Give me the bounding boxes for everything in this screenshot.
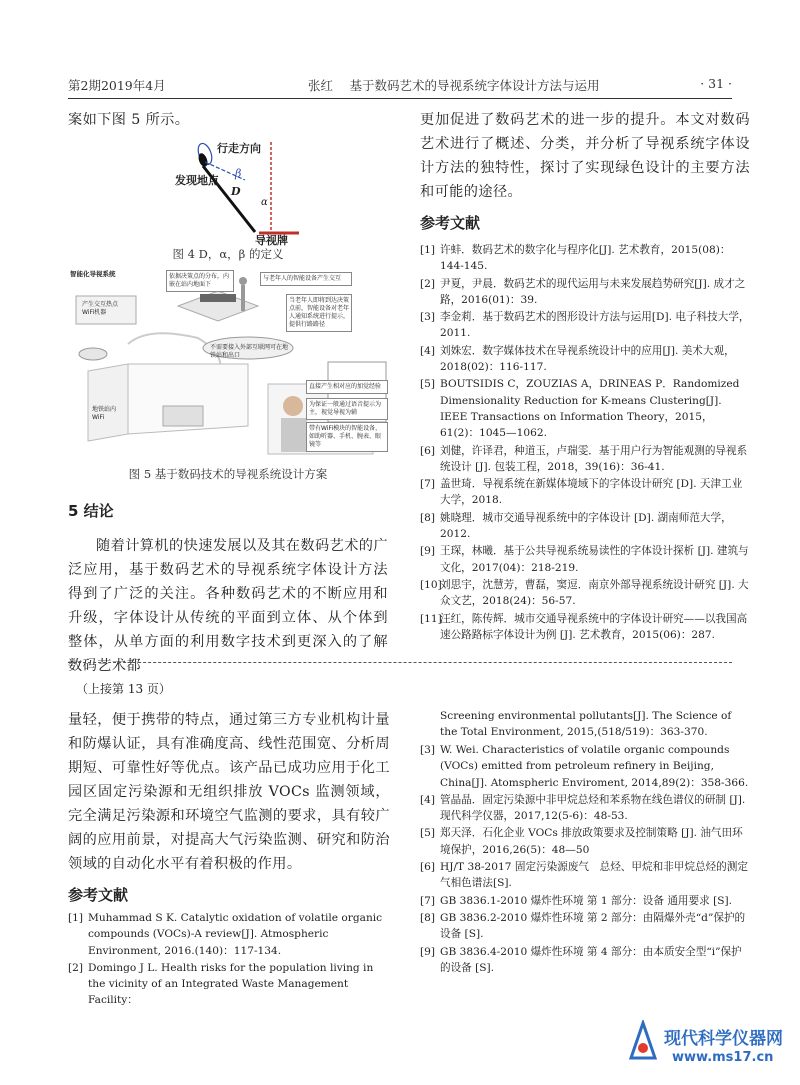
reference-text: Domingo J L. Health risks for the population living in the vicinity of an Integrated Waste Management Facility： (88, 961, 374, 1007)
lower-references-left (68, 910, 390, 1010)
reference-item (420, 611, 750, 644)
reference-item (420, 510, 750, 543)
reference-number: [8] (420, 511, 436, 524)
reference-item (420, 859, 759, 892)
reference-text: HJ/T 38-2017 固定污染源废气 总烃、甲烷和非甲烷总烃的测定 气相色谱法[S]. (440, 861, 759, 890)
reference-number: [4] (420, 344, 436, 357)
label-beta: β (235, 167, 242, 180)
figure-4 (175, 132, 320, 247)
reference-number: [8] (420, 911, 436, 924)
reference-item (420, 944, 750, 977)
watermark-logo-icon (628, 1020, 658, 1064)
reference-number: [11] (420, 612, 442, 625)
fig5-notify-note: 当老年人即将到达决策点前，智能设备对老年人通知系统进行提示，提供行路路径 (286, 294, 352, 332)
label-D: D (231, 185, 241, 198)
reference-text: 王琛，林曦．基于公共导视系统易读性的字体设计探析 [J]. 建筑与文化，2017(04)：218-219. (440, 545, 749, 574)
reference-text: W. Wei. Characteristics of volatile organic compounds (VOCs) emitted from petroleum refinery in Beijing, China[J]. Atomspheric Enviroment, 2014,89(2)：358-366. (440, 744, 749, 789)
reference-number: [10] (420, 578, 442, 591)
header-title: 张红 基于数码艺术的导视系统字体设计方法与运用 (308, 78, 600, 93)
reference-item (420, 276, 750, 309)
intro-line: 案如下图 5 所示。 (68, 112, 190, 128)
reference-item (420, 792, 750, 825)
watermark-url: www.ms17.cn (672, 1050, 774, 1065)
reference-number: [6] (420, 861, 436, 874)
reference-number: [6] (420, 444, 436, 457)
reference-text: 刘姝宏．数字媒体技术在导视系统设计中的应用[J]. 美术大观，2018(02)：116-117. (440, 344, 735, 374)
label-walking-direction: 行走方向 (217, 142, 261, 155)
reference-text: 郑天泽．石化企业 VOCs 排放政策要求及控制策略 [J]. 油气田环境保护，2016,26(5)：48—50 (440, 827, 743, 856)
reference-number: [3] (420, 311, 436, 324)
fig5-system-label: 智能化导视系统 (70, 270, 116, 278)
reference-item (420, 242, 750, 275)
reference-number: [7] (420, 478, 436, 491)
reference-item (68, 910, 390, 959)
reference-text: BOUTSIDIS C，ZOUZIAS A，DRINEAS P．Randomized Dimensionality Reduction for K-means Clustering[J]. IEEE Transactions on Information Theory，2015，61(2)：1045—1062. (440, 378, 740, 440)
reference-number: [7] (420, 894, 436, 907)
watermark-name: 现代科学仪器网 (664, 1029, 783, 1049)
reference-item (420, 443, 750, 476)
running-header (68, 76, 732, 96)
figure-4-caption: 图 4 D，α，β 的定义 (172, 247, 284, 261)
fig5-smart-device-note: 带有WiFi模块的智能设备，如助听器、手机、腕表、眼镜等 (306, 422, 388, 452)
fig5-station-wifi-label: 地铁站内WiFi (92, 406, 117, 421)
references-title: 参考文献 (420, 214, 481, 232)
label-alpha: α (261, 197, 268, 208)
header-rule (68, 98, 732, 99)
reference-item (420, 543, 750, 576)
reference-item (68, 960, 390, 1009)
reference-text: Muhammad S K. Catalytic oxidation of volatile organic compounds (VOCs)-A review[J]. Atmospheric Environment, 2016.(140)：117-134. (88, 912, 383, 957)
reference-item (420, 476, 750, 509)
reference-text: GB 3836.1-2010 爆炸性环境 第 1 部分：设备 通用要求 [S]. (440, 894, 732, 907)
reference-number: [3] (420, 744, 436, 756)
reference-item (420, 577, 750, 610)
right-column-paragraph: 更加促进了数码艺术的进一步的提升。本文对数码艺术进行了概述、分类，并分析了导视系统字体设计方法的独特性，探讨了实现绿色设计的主要方法和可能的途径。 (420, 112, 750, 200)
fig5-vibration-note: 直接产生相对应的加觉经验 (306, 380, 388, 394)
reference-item (420, 825, 750, 858)
reference-item (420, 343, 750, 376)
lower-reference-continued: Screening environmental pollutants[J]. The Science of the Total Environment, 2015,(518/519)：363-370. (440, 710, 732, 739)
reference-number: [9] (420, 945, 436, 958)
label-guide-sign: 导视牌 (255, 234, 288, 247)
reference-text: 盖世琦．导视系统在新媒体境域下的字体设计研究 [D]. 天津工业大学，2018. (440, 478, 743, 507)
reference-text: 汪红，陈传辉．城市交通导视系统中的字体设计研究——以我国高速公路路标字体设计为例 [J]. 艺术教育，2015(06)：287. (440, 612, 748, 641)
reference-number: [1] (68, 912, 84, 924)
reference-text: 李金莉．基于数码艺术的图形设计方法与运用[D]. 电子科技大学，2011. (440, 311, 750, 340)
figure-5 (68, 266, 388, 461)
label-discovery-point: 发现地点 (175, 174, 219, 187)
reference-text: 许蚌．数码艺术的数字化与程序化[J]. 艺术教育，2015(08)：144-145. (440, 244, 731, 273)
section-5-title: 5 结论 (68, 502, 114, 520)
reference-item (420, 742, 750, 791)
continuation-note: （上接第 13 页） (76, 682, 171, 696)
reference-item (420, 893, 750, 909)
continuation-divider (68, 662, 732, 663)
header-issue: 第2期2019年4月 (68, 78, 166, 93)
reference-text: 刘健，许译君，种道玉，卢瑞雯．基于用户行为智能观测的导视系统设计 [J]. 包装工程，2018，39(16)：36-41. (440, 444, 748, 473)
reference-item (420, 910, 750, 943)
section-5-text: 随着计算机的快速发展以及其在数码艺术的广泛应用，基于数码艺术的导视系统字体设计方法得到了广泛的关注。各种数码艺术的不断应用和升级，字体设计从传统的平面到立体、从个体到整体，从单方面的利用数字技术到更深入的了解数码艺术都 (68, 538, 388, 674)
header-page-number: · 31 · (700, 76, 732, 91)
reference-text: 刘思宇，沈慧芳，曹磊，窦逗．南京外部导视系统设计研究 [J]. 大众文艺，2018(24)：56-57. (440, 578, 749, 608)
reference-text: 姚晓理．城市交通导视系统中的字体设计 [D]. 湖南师范大学，2012. (440, 511, 732, 541)
figure-5-caption: 图 5 基于数码技术的导视系统设计方案 (128, 467, 328, 481)
reference-number: [5] (420, 378, 436, 391)
fig5-voice-prompt-note: 为保证一般通过语音提示为主，视觉导视为辅 (306, 398, 388, 420)
reference-text: GB 3836.4-2010 爆炸性环境 第 4 部分：由本质安全型“i”保护的设备 [S]. (440, 945, 742, 974)
reference-number: [1] (420, 244, 436, 256)
reference-item (420, 309, 750, 342)
reference-text: 尹夏，尹晨．数码艺术的现代运用与未来发展趋势研究[J]. 成才之路，2016(01)：39. (440, 277, 746, 306)
fig5-no-internet-note: 不需要接入外部互联网可在地铁站和出口 (210, 344, 289, 359)
fig5-wifi-machine-label: 产生交互热点WiFi机器 (82, 301, 119, 316)
fig5-elder-interaction-note: 与老年人的智能设备产生交互 (260, 272, 352, 286)
reference-item (420, 376, 750, 441)
lower-references-right (420, 742, 759, 977)
reference-number: [9] (420, 545, 436, 558)
reference-text: GB 3836.2-2010 爆炸性环境 第 2 部分：由隔爆外壳“d”保护的设备 [S]. (440, 911, 746, 941)
lower-left-paragraph: 量轻，便于携带的特点，通过第三方专业机构计量和防爆认证，具有准确度高、线性范围宽、分析周期短、可靠性好等优点。该产品已成功应用于化工园区固定污染源和无组织排放 VOCs 监测领域，完全满足污染源和环境空气监测的要求，具有较广阔的应用前景，对提高大气污染监测、研究和防治领域的自动化水平有着积极的作用。 (68, 712, 390, 872)
reference-number: [2] (420, 277, 436, 290)
reference-text: 管晶晶．固定污染源中非甲烷总烃和苯系物在线色谱仪的研制 [J]. 现代科学仪器，2017,12(5-6)：48-53. (440, 793, 746, 823)
fig5-decision-point-note: 依据决策点的分布，内嵌在站内地面下 (166, 270, 234, 292)
references-list (420, 242, 750, 644)
lower-references-title: 参考文献 (68, 886, 129, 904)
reference-number: [4] (420, 793, 436, 806)
reference-number: [2] (68, 961, 84, 974)
reference-number: [5] (420, 827, 436, 840)
